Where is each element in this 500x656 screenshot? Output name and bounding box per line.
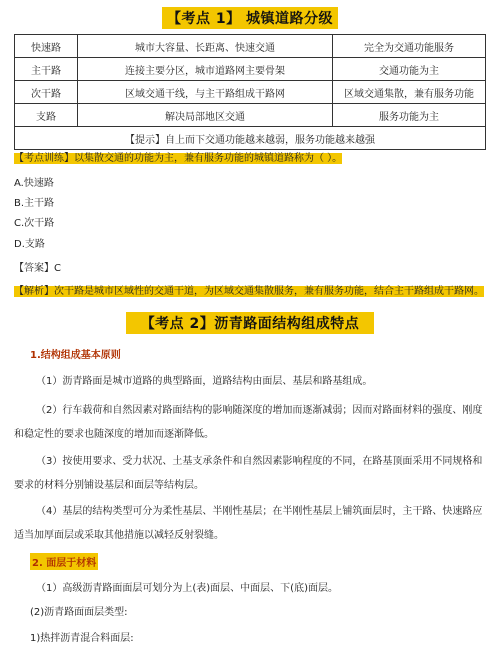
table-cell: 交通功能为主 bbox=[333, 58, 486, 81]
table-cell: 快速路 bbox=[15, 35, 78, 58]
section1-title: 【考点 1】 城镇道路分级 bbox=[167, 11, 333, 27]
paragraph-1: （1）沥青路面是城市道路的典型路面，道路结构由面层、基层和路基组成。 bbox=[36, 376, 373, 387]
paragraph-7: 1)热拌沥青混合料面层: bbox=[30, 633, 134, 644]
table-cell: 服务功能为主 bbox=[333, 104, 486, 127]
table-cell: 完全为交通功能服务 bbox=[333, 35, 486, 58]
section2-title: 【考点 2】沥青路面结构组成特点 bbox=[140, 316, 360, 332]
option-d: D.支路 bbox=[14, 239, 45, 250]
table-row bbox=[15, 127, 486, 150]
table-cell: 次干路 bbox=[15, 81, 78, 104]
question-line bbox=[14, 152, 342, 166]
paragraph-3: （3）按使用要求、受力状况、土基支承条件和自然因素影响程度的不同，在路基顶面采用不同规格和要求的材料分别铺设基层和面层等结构层。 bbox=[14, 456, 483, 491]
paragraph-6: (2)沥青路面面层类型: bbox=[30, 607, 128, 618]
section1-title-bar bbox=[0, 6, 500, 30]
table-row bbox=[15, 81, 486, 104]
answer-text: 【答案】C bbox=[14, 263, 61, 274]
table-cell: 连接主要分区，城市道路网主要骨架 bbox=[78, 58, 333, 81]
option-c: C.次干路 bbox=[14, 218, 55, 229]
paragraph-4: （4）基层的结构类型可分为柔性基层、半刚性基层；在半刚性基层上铺筑面层时，主干路、快速路应适当加厚面层或采取其他措施以减轻反射裂缝。 bbox=[14, 506, 483, 541]
table-row bbox=[15, 104, 486, 127]
analysis-line bbox=[14, 285, 484, 299]
analysis-text: 【解析】次干路是城市区域性的交通干道，为区域交通集散服务，兼有服务功能，结合主干路组成干路网。 bbox=[14, 286, 484, 297]
question-text: 【考点训练】以集散交通的功能为主，兼有服务功能的城镇道路称为（ ）。 bbox=[14, 153, 343, 164]
table-cell: 解决局部地区交通 bbox=[78, 104, 333, 127]
table-cell: 支路 bbox=[15, 104, 78, 127]
table-row bbox=[15, 35, 486, 58]
option-a: A.快速路 bbox=[14, 178, 54, 189]
table-cell: 区域交通干线，与主干路组成干路网 bbox=[78, 81, 333, 104]
section2-title-bar bbox=[0, 311, 500, 335]
table-cell: 城市大容量、长距离、快速交通 bbox=[78, 35, 333, 58]
table-row bbox=[15, 58, 486, 81]
road-grade-table bbox=[14, 34, 486, 150]
subheading-surface-materials: 2. 面层于材料 bbox=[30, 553, 98, 570]
subheading-principles: 1.结构组成基本原则 bbox=[30, 350, 121, 361]
table-tip: 【提示】自上而下交通功能越来越弱，服务功能越来越强 bbox=[15, 127, 486, 150]
paragraph-2: （2）行车载荷和自然因素对路面结构的影响随深度的增加而逐渐减弱；因而对路面材料的强度、刚度和稳定性的要求也随深度的增加而逐渐降低。 bbox=[14, 405, 483, 440]
table-cell: 区域交通集散，兼有服务功能 bbox=[333, 81, 486, 104]
table-cell: 主干路 bbox=[15, 58, 78, 81]
paragraph-5: （1）高级沥青路面面层可划分为上(表)面层、中面层、下(底)面层。 bbox=[36, 583, 338, 594]
option-b: B.主干路 bbox=[14, 198, 55, 209]
